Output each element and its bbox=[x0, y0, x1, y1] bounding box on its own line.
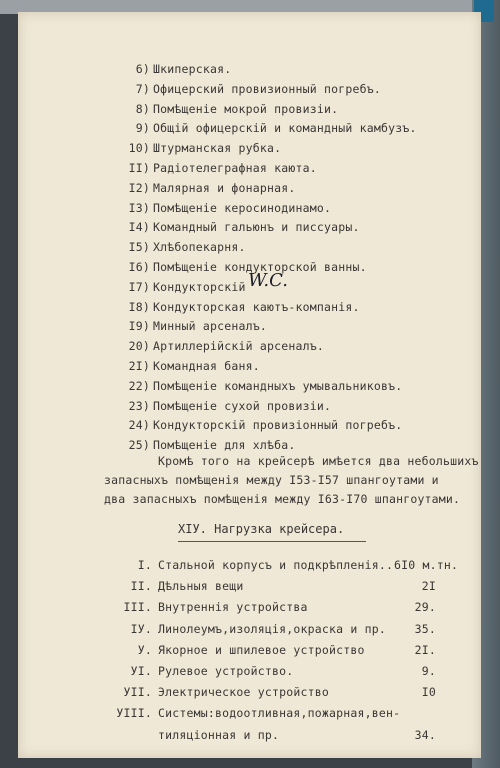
list-item-text: Помѣщеніе керосинодинамо. bbox=[153, 200, 332, 215]
list-item-number: 8) bbox=[135, 101, 150, 116]
list-item-text: Офицерский провизионный погребъ. bbox=[153, 81, 381, 96]
load-row-text: Системы:водоотливная,пожарная,вен- bbox=[158, 706, 401, 721]
list-item-text: Общій офицерскій и командный камбузъ. bbox=[153, 121, 417, 136]
load-row-text: тиляціонная и пр. bbox=[158, 727, 280, 742]
list-item-text: Помѣщеніе для хлѣба. bbox=[153, 438, 296, 453]
load-row-roman: I. bbox=[137, 558, 152, 572]
list-item-number: 10) bbox=[128, 141, 150, 156]
list-item-number: 22) bbox=[128, 378, 150, 393]
list-item-text: Артиллерійскій арсеналъ. bbox=[153, 339, 324, 354]
load-row-text: Якорное и шпилевое устройство bbox=[158, 642, 365, 657]
load-row-text: Дѣльныя вещи bbox=[158, 579, 244, 594]
list-item-number: I8) bbox=[128, 299, 150, 314]
list-item-text: Хлѣбопекарня. bbox=[153, 240, 246, 255]
list-item-text: Помѣщеніе мокрой провизіи. bbox=[153, 101, 339, 116]
list-item-text: Штурманская рубка. bbox=[153, 141, 282, 156]
load-row-value: 34. bbox=[414, 727, 436, 742]
list-item-text: Кондукторская каютъ-компанія. bbox=[153, 299, 360, 314]
load-row-roman: II. bbox=[130, 579, 152, 594]
list-item-number: I2) bbox=[128, 180, 150, 195]
heading-underline bbox=[178, 541, 366, 542]
list-item-number: I7) bbox=[128, 279, 150, 294]
list-item-number: 24) bbox=[128, 418, 150, 433]
list-item-number: I4) bbox=[128, 220, 150, 235]
load-row-text: Внутреннія устройства bbox=[158, 600, 308, 615]
list-item-number: 23) bbox=[128, 398, 150, 413]
load-row-roman: УII. bbox=[123, 685, 152, 700]
load-row-text: Рулевое устройство. bbox=[158, 664, 294, 678]
list-item-number: 2I) bbox=[128, 359, 150, 373]
paragraph-line: два запасныхъ помѣщенія между I63-I70 шпангоутами. bbox=[104, 492, 461, 506]
list-item-text: Помѣщеніе кондукторской ванны. bbox=[153, 260, 367, 274]
list-item-text: Минный арсеналъ. bbox=[153, 319, 267, 334]
list-item-number: 20) bbox=[128, 339, 150, 354]
list-item-number: 9) bbox=[135, 121, 150, 136]
list-item-text: Кондукторскій провизіонный погребъ. bbox=[153, 418, 403, 433]
load-row-roman: У. bbox=[137, 642, 152, 657]
list-item-number: I5) bbox=[128, 240, 150, 255]
list-item-text: Помѣщеніе командныхъ умывальниковъ. bbox=[153, 378, 403, 393]
load-row-value: 35. bbox=[414, 621, 436, 636]
load-row-roman: УI. bbox=[130, 664, 152, 678]
load-row-roman: УIII. bbox=[116, 706, 152, 721]
load-row-value: 6I0 м.тн. bbox=[394, 558, 459, 572]
list-item-number: 25) bbox=[128, 438, 150, 453]
paragraph-line: Кромѣ того на крейсерѣ имѣется два небольшихъ bbox=[158, 454, 479, 468]
list-item-number: I3) bbox=[128, 200, 150, 215]
load-row-text: Электрическое устройство bbox=[158, 685, 329, 700]
list-item-number: 7) bbox=[135, 81, 150, 96]
list-item-text: Шкиперская. bbox=[153, 62, 232, 76]
load-row-value: 2I bbox=[421, 579, 436, 594]
load-row-text: Стальной корпусъ и подкрѣпленія.. bbox=[158, 558, 394, 572]
paragraph-line: запасныхъ помѣщенія между I53-I57 шпангоутами и bbox=[104, 473, 439, 487]
load-row-roman: III. bbox=[123, 600, 152, 615]
list-item-number: I6) bbox=[128, 260, 150, 274]
list-item-text: Командная баня. bbox=[153, 359, 260, 373]
list-item-number: II) bbox=[128, 161, 150, 175]
list-item-number: 6) bbox=[135, 62, 150, 76]
document-page bbox=[18, 12, 481, 758]
list-item-text: Кондукторскій bbox=[153, 279, 246, 294]
load-row-text: Линолеумъ,изоляція,окраска и пр. bbox=[158, 621, 386, 636]
handwritten-note: W.C. bbox=[248, 270, 288, 291]
load-row-roman: IУ. bbox=[130, 621, 152, 636]
load-row-value: 29. bbox=[414, 600, 436, 615]
load-row-value: I0 bbox=[421, 685, 436, 700]
list-item-text: Радіотелеграфная каюта. bbox=[153, 161, 317, 175]
list-item-number: I9) bbox=[128, 319, 150, 334]
section-heading: XIУ. Нагрузка крейсера. bbox=[178, 522, 345, 536]
load-row-value: 2I. bbox=[414, 642, 436, 657]
list-item-text: Малярная и фонарная. bbox=[153, 180, 296, 195]
load-row-value: 9. bbox=[421, 664, 436, 678]
list-item-text: Командный гальюнъ и писсуары. bbox=[153, 220, 360, 235]
list-item-text: Помѣщеніе сухой провизіи. bbox=[153, 398, 332, 413]
